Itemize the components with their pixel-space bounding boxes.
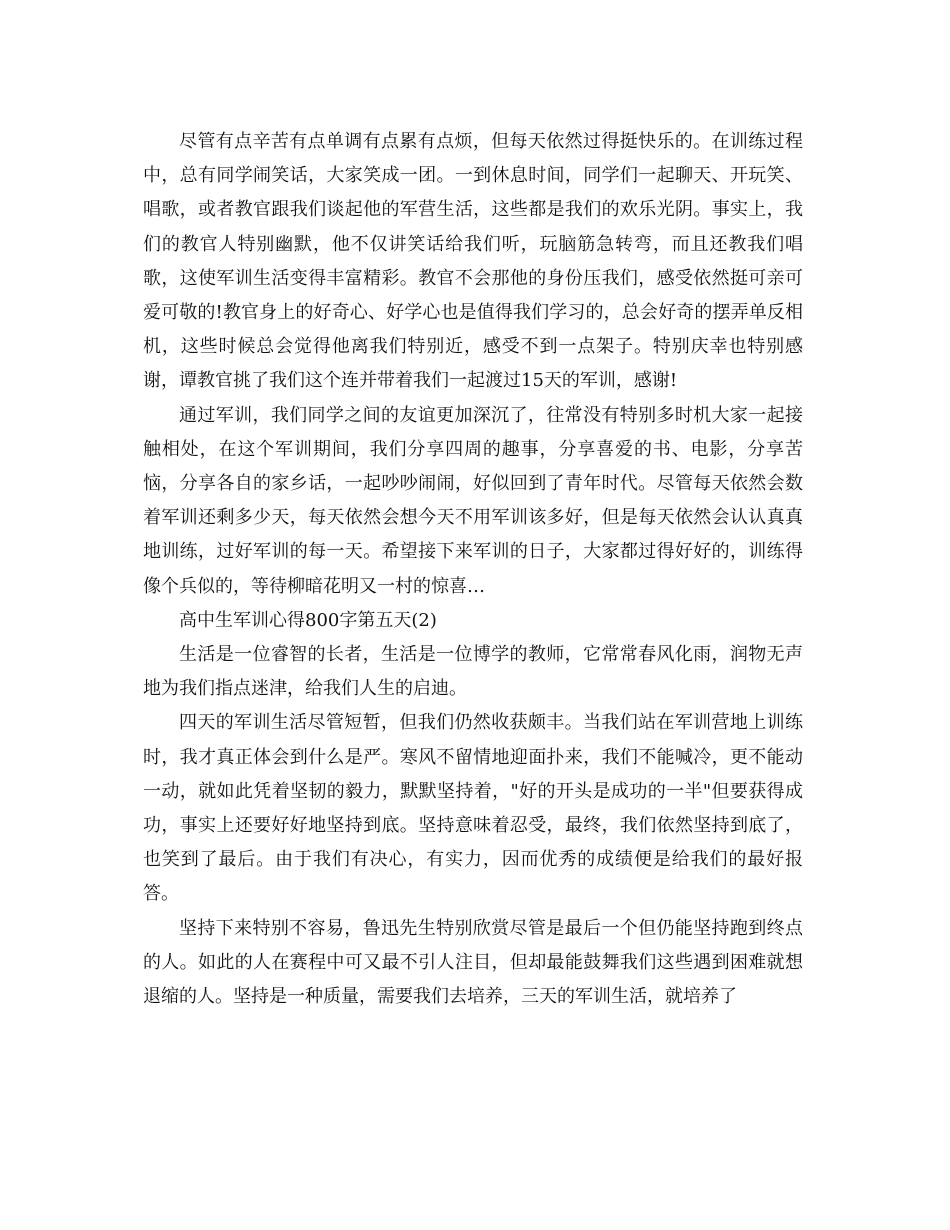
paragraph-four-days: 四天的军训生活尽管短暂，但我们仍然收获颇丰。当我们站在军训营地上训练时，我才真正体会到什么是严。寒风不留情地迎面扑来，我们不能喊冷，更不能动一动，就如此凭着坚韧的毅力，默默坚持着，"好的开头是成功的一半"但要获得成功，事实上还要好好地坚持到底。坚持意味着忍受，最终，我们依然坚持到底了，也笑到了最后。由于我们有决心，有实力，因而优秀的成绩便是给我们的最好报答。 <box>143 712 803 905</box>
section-heading: 高中生军训心得800字第五天(2) <box>179 609 437 631</box>
document-body <box>143 125 803 1014</box>
paragraph-friendship: 通过军训，我们同学之间的友谊更加深沉了，往常没有特别多时机大家一起接触相处，在这个军训期间，我们分享四周的趣事，分享喜爱的书、电影，分享苦恼，分享各自的家乡话，一起吵吵闹闹，好似回到了青年时代。尽管每天依然会数着军训还剩多少天，每天依然会想今天不用军训该多好，但是每天依然会认认真真地训练，过好军训的每一天。希望接下来军训的日子，大家都过得好好的，训练得像个兵似的，等待柳暗花明又一村的惊喜… <box>143 404 803 597</box>
paragraph-persistence: 坚持下来特别不容易，鲁迅先生特别欣赏尽管是最后一个但仍能坚持跑到终点的人。如此的人在赛程中可又最不引人注目，但却最能鼓舞我们这些遇到困难就想退缩的人。坚持是一种质量，需要我们去培养，三天的军训生活，就培养了 <box>143 917 803 1008</box>
paragraph-fun-in-training: 尽管有点辛苦有点单调有点累有点烦，但每天依然过得挺快乐的。在训练过程中，总有同学闹笑话，大家笑成一团。一到休息时间，同学们一起聊天、开玩笑、唱歌，或者教官跟我们谈起他的军营生活，这些都是我们的欢乐光阴。事实上，我们的教官人特别幽默，他不仅讲笑话给我们听，玩脑筋急转弯，而且还教我们唱歌，这使军训生活变得丰富精彩。教官不会那他的身份压我们，感受依然挺可亲可爱可敬的!教官身上的好奇心、好学心也是值得我们学习的，总会好奇的摆弄单反相机，这些时候总会觉得他离我们特别近，感受不到一点架子。特别庆幸也特别感谢，谭教官挑了我们这个连并带着我们一起渡过15天的军训，感谢! <box>143 131 803 392</box>
paragraph-life-as-teacher: 生活是一位睿智的长者，生活是一位博学的教师，它常常春风化雨，润物无声地为我们指点迷津，给我们人生的启迪。 <box>143 644 803 700</box>
